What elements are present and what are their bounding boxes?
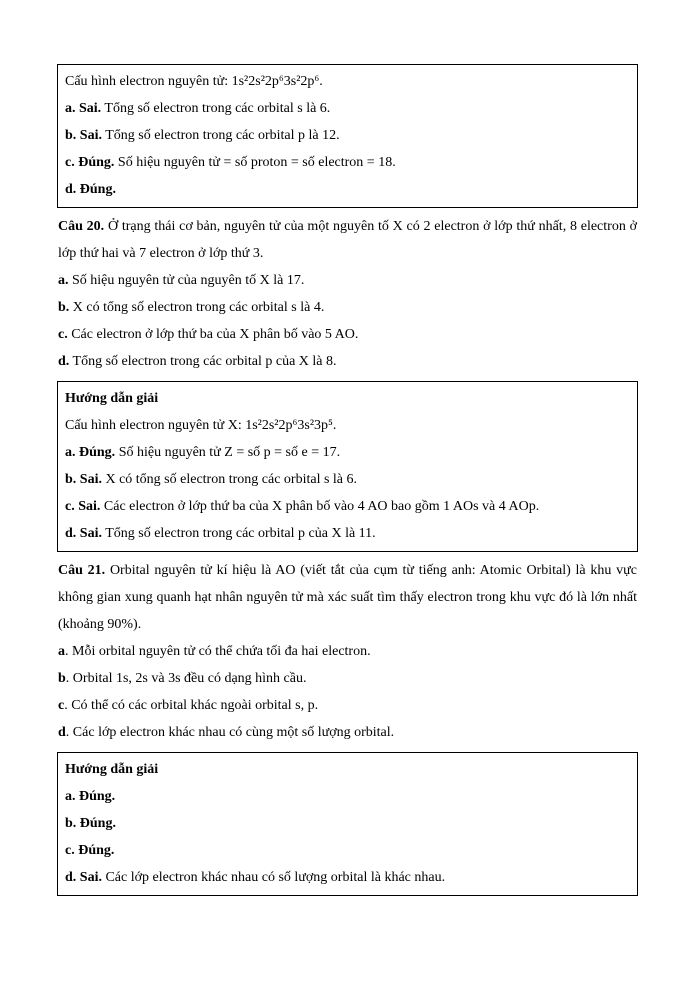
statement-d bbox=[65, 864, 629, 891]
option-label: b. bbox=[58, 300, 70, 315]
statement-a bbox=[58, 638, 637, 665]
option-label: b bbox=[58, 671, 66, 686]
answer-label: d. Đúng. bbox=[65, 182, 116, 197]
answer-label: a. Sai. bbox=[65, 101, 102, 116]
line-text: Ở trạng thái cơ bản, nguyên tử của một nguyên tố X có 2 electron ở lớp thứ nhất, 8 electron ở lớp thứ hai và 7 electron ở lớp thứ 3. bbox=[58, 219, 637, 261]
statement-d bbox=[58, 348, 637, 375]
line-text: Orbital nguyên tử kí hiệu là AO (viết tắt của cụm từ tiếng anh: Atomic Orbital) là khu vực không gian xung quanh hạt nhân nguyên tử mà xác suất tìm thấy electron trong khu vực đó là lớn nhất (khoảng 90%). bbox=[58, 563, 637, 632]
line-text: X có tổng số electron trong các orbital s là 4. bbox=[69, 300, 325, 315]
statement-c bbox=[58, 692, 637, 719]
statement-a bbox=[58, 267, 637, 294]
electron-config-line bbox=[65, 412, 629, 439]
solution-title-text: Hướng dẫn giải bbox=[65, 391, 159, 406]
answer-label: c. Đúng. bbox=[65, 155, 115, 170]
option-label: a. bbox=[58, 273, 69, 288]
question-20 bbox=[57, 208, 638, 381]
line-text: Các electron ở lớp thứ ba của X phân bố vào 5 AO. bbox=[67, 327, 359, 342]
option-label: a bbox=[58, 644, 65, 659]
answer-label: c. Sai. bbox=[65, 499, 101, 514]
line-text: Số hiệu nguyên tử Z = số p = số e = 17. bbox=[115, 445, 341, 460]
question-label: Câu 21. bbox=[58, 563, 106, 578]
solution-title bbox=[65, 756, 629, 783]
electron-config-line bbox=[65, 68, 629, 95]
statement-b bbox=[65, 810, 629, 837]
statement-b bbox=[65, 122, 629, 149]
line-text: Các lớp electron khác nhau có số lượng orbital là khác nhau. bbox=[101, 870, 446, 885]
answer-label: a. Đúng. bbox=[65, 789, 116, 804]
answer-label: b. Sai. bbox=[65, 472, 102, 487]
solution-title bbox=[65, 385, 629, 412]
statement-b bbox=[65, 466, 629, 493]
answer-label: b. Sai. bbox=[65, 128, 102, 143]
line-text: . Orbital 1s, 2s và 3s đều có dạng hình cầu. bbox=[65, 671, 307, 686]
line-text: Tổng số electron trong các orbital p của X là 8. bbox=[69, 354, 337, 369]
option-label: c. bbox=[58, 327, 68, 342]
option-label: d. bbox=[58, 354, 70, 369]
solution-box-q19 bbox=[57, 64, 638, 208]
statement-b bbox=[58, 294, 637, 321]
answer-label: d. Sai. bbox=[65, 526, 102, 541]
answer-label: a. Đúng. bbox=[65, 445, 116, 460]
line-text: . Có thể có các orbital khác ngoài orbital s, p. bbox=[64, 698, 319, 713]
statement-a bbox=[65, 95, 629, 122]
line-text: Các electron ở lớp thứ ba của X phân bố vào 4 AO bao gồm 1 AOs và 4 AOp. bbox=[100, 499, 540, 514]
option-label: d bbox=[58, 725, 66, 740]
line-text: Tổng số electron trong các orbital p của X là 11. bbox=[101, 526, 376, 541]
option-label: c bbox=[58, 698, 65, 713]
answer-label: c. Đúng. bbox=[65, 843, 115, 858]
solution-box-q20 bbox=[57, 381, 638, 552]
line-text: . Các lớp electron khác nhau có cùng một số lượng orbital. bbox=[65, 725, 395, 740]
line-text: Số hiệu nguyên tử của nguyên tố X là 17. bbox=[68, 273, 305, 288]
statement-d bbox=[65, 176, 629, 203]
answer-label: b. Đúng. bbox=[65, 816, 116, 831]
statement-c bbox=[65, 493, 629, 520]
question-label: Câu 20. bbox=[58, 219, 105, 234]
line-text: Cấu hình electron nguyên tử: 1s²2s²2p⁶3s²2p⁶. bbox=[65, 74, 323, 89]
statement-c bbox=[65, 837, 629, 864]
statement-d bbox=[58, 719, 637, 746]
question-text bbox=[58, 557, 637, 638]
statement-d bbox=[65, 520, 629, 547]
line-text: X có tổng số electron trong các orbital s là 6. bbox=[101, 472, 358, 487]
solution-box-q21 bbox=[57, 752, 638, 896]
statement-a bbox=[65, 439, 629, 466]
statement-b bbox=[58, 665, 637, 692]
statement-c bbox=[65, 149, 629, 176]
statement-c bbox=[58, 321, 637, 348]
line-text: Tổng số electron trong các orbital p là 12. bbox=[101, 128, 340, 143]
solution-title-text: Hướng dẫn giải bbox=[65, 762, 159, 777]
line-text: Cấu hình electron nguyên tử X: 1s²2s²2p⁶3s²3p⁵. bbox=[65, 418, 337, 433]
line-text: Số hiệu nguyên tử = số proton = số electron = 18. bbox=[114, 155, 396, 170]
question-text bbox=[58, 213, 637, 267]
answer-label: d. Sai. bbox=[65, 870, 102, 885]
question-21 bbox=[57, 552, 638, 752]
statement-a bbox=[65, 783, 629, 810]
line-text: Tổng số electron trong các orbital s là 6. bbox=[101, 101, 331, 116]
line-text: . Mỗi orbital nguyên tử có thể chứa tối đa hai electron. bbox=[65, 644, 371, 659]
